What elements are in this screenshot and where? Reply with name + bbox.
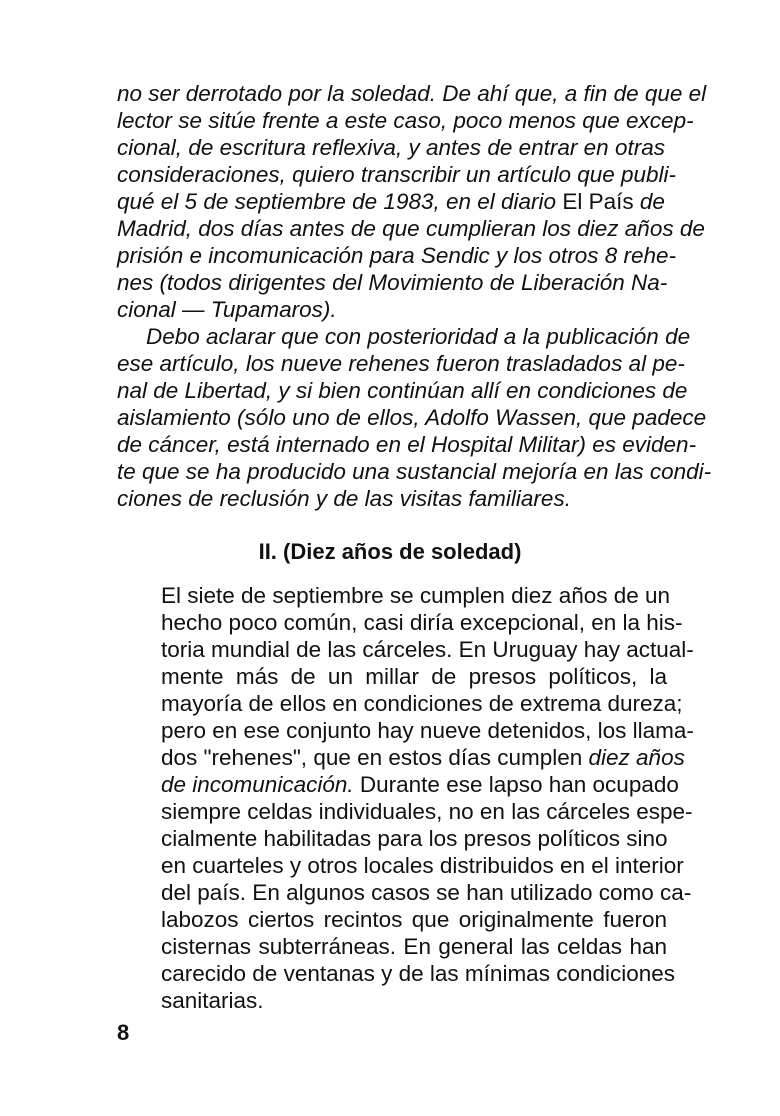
intro-line: aislamiento (sólo uno de ellos, Adolfo Wassen, que padece xyxy=(117,405,707,430)
section-heading: II. (Diez años de soledad) xyxy=(258,539,522,564)
intro-line: te que se ha producido una sustancial mejoría en las condi- xyxy=(117,459,712,484)
intro-line: nal de Libertad, y si bien continúan allí en condiciones de xyxy=(117,378,688,403)
intro-line-text: qué el 5 de septiembre de 1983, en el diario xyxy=(117,189,557,214)
newspaper-name: El País xyxy=(562,189,634,214)
body-line: pero en ese conjunto hay nueve detenidos, los llama- xyxy=(161,718,694,743)
body-line: carecido de ventanas y de las mínimas condiciones xyxy=(161,961,676,986)
intro-line: nes (todos dirigentes del Movimiento de Liberación Na- xyxy=(117,270,668,295)
body-line: cialmente habilitadas para los presos políticos sino xyxy=(161,826,668,851)
body-line: toria mundial de las cárceles. En Uruguay hay actual- xyxy=(161,637,694,662)
intro-line: ciones de reclusión y de las visitas familiares. xyxy=(117,486,571,511)
body-line-mixed xyxy=(161,744,685,771)
intro-line: Madrid, dos días antes de que cumplieran los diez años de xyxy=(117,216,705,241)
intro-line: no ser derrotado por la soledad. De ahí que, a fin de que el xyxy=(117,81,707,106)
page-number: 8 xyxy=(117,1020,130,1045)
body-line-mixed xyxy=(161,771,679,798)
body-line: en cuarteles y otros locales distribuidos en el interior xyxy=(161,853,684,878)
intro-line: de cáncer, está internado en el Hospital Militar) es eviden- xyxy=(117,432,697,457)
intro-line: lector se sitúe frente a este caso, poco menos que excep- xyxy=(117,108,694,133)
body-line: cisternas subterráneas. En general las celdas han xyxy=(161,934,667,959)
intro-line: consideraciones, quiero transcribir un artículo que publi- xyxy=(117,162,677,187)
body-line: El siete de septiembre se cumplen diez años de un xyxy=(161,583,671,608)
intro-line: prisión e incomunicación para Sendic y los otros 8 rehe- xyxy=(117,243,677,268)
intro-line-text: de xyxy=(639,189,665,214)
body-line: siempre celdas individuales, no en las cárceles espe- xyxy=(161,799,693,824)
intro-line: cional — Tupamaros). xyxy=(117,297,337,322)
body-line-text: dos "rehenes", que en estos días cumplen xyxy=(161,745,583,770)
body-line: mayoría de ellos en condiciones de extrema dureza; xyxy=(161,691,683,716)
body-line: labozos ciertos recintos que originalmente fueron xyxy=(161,907,667,932)
intro-line: ese artículo, los nueve rehenes fueron trasladados al pe- xyxy=(117,351,685,376)
body-line: hecho poco común, casi diría excepcional, en la his- xyxy=(161,610,683,635)
emphasis-text: diez años xyxy=(588,745,685,770)
intro-line-mixed xyxy=(117,188,665,215)
emphasis-text: de incomunicación. xyxy=(161,772,354,797)
intro-line: Debo aclarar que con posterioridad a la publicación de xyxy=(146,324,691,349)
intro-line: cional, de escritura reflexiva, y antes de entrar en otras xyxy=(117,135,665,160)
body-line: mente más de un millar de presos políticos, la xyxy=(161,664,667,689)
body-line: sanitarias. xyxy=(161,988,264,1013)
body-line-text: Durante ese lapso han ocupado xyxy=(359,772,679,797)
body-line: del país. En algunos casos se han utilizado como ca- xyxy=(161,880,692,905)
